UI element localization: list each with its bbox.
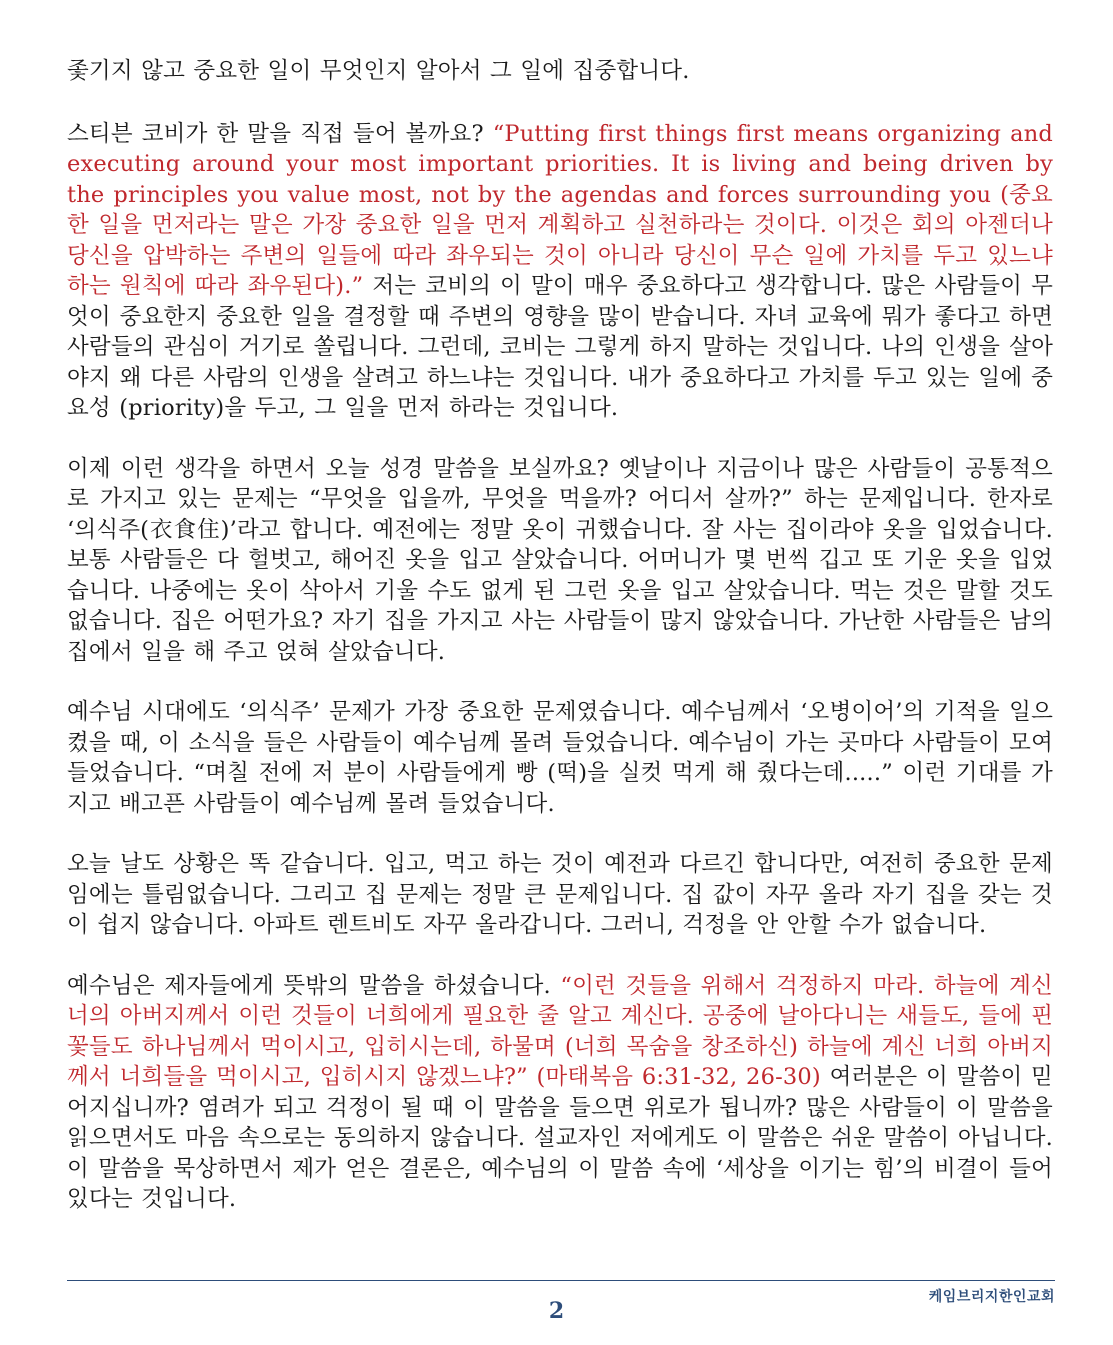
paragraph-6-text-intro: 예수님은 제자들에게 뜻밖의 말씀을 하셨습니다. bbox=[67, 972, 561, 999]
footer-divider bbox=[67, 1280, 1055, 1281]
paragraph-6 bbox=[67, 971, 1053, 1215]
footer-church-name: 케임브리지한인교회 bbox=[928, 1289, 1055, 1305]
paragraph-1 bbox=[67, 56, 1053, 87]
page-body bbox=[67, 56, 1053, 1245]
paragraph-6-text-rest: 여러분은 이 말씀이 믿어지십니까? 염려가 되고 걱정이 될 때 이 말씀을 들으면 위로가 됩니까? 많은 사람들이 이 말씀을 읽으면서도 마음 속으로는 동의하지 않습니다. 설교자인 저에게도 이 말씀은 쉬운 말씀이 아닙니다. 이 말씀을 묵상하면서 제가 얻은 결론은, 예수님의 이 말씀 속에 ‘세상을 이기는 힘’의 비결이 들어 있다는 것입니다. bbox=[67, 1064, 1053, 1212]
scripture-quote: “이런 것들을 위해서 걱정하지 마라. 하늘에 계신 너의 아버지께서 이런 것들이 너희에게 필요한 줄 알고 계신다. 공중에 날아다니는 새들도, 들에 핀 꽃들도 하나님께서 먹이시고, 입히시는데, 하물며 (너희 목숨을 창조하신) 하늘에 계신 너희 아버지께서 너희들을 먹이시고, 입히시지 않겠느냐?” (마태복음 6:31-32, 26-30) bbox=[67, 972, 1053, 1090]
paragraph-5 bbox=[67, 849, 1053, 941]
paragraph-5-text: 오늘 날도 상황은 똑 같습니다. 입고, 먹고 하는 것이 예전과 다르긴 합니다만, 여전히 중요한 문제임에는 틀림없습니다. 그리고 집 문제는 정말 큰 문제입니다. 집 값이 자꾸 올라 자기 집을 갖는 것이 쉽지 않습니다. 아파트 렌트비도 자꾸 올라갑니다. 그러니, 걱정을 안 안할 수가 없습니다. bbox=[67, 851, 1053, 938]
page-number: 2 bbox=[548, 1298, 565, 1324]
paragraph-3-text: 이제 이런 생각을 하면서 오늘 성경 말씀을 보실까요? 옛날이나 지금이나 많은 사람들이 공통적으로 가지고 있는 문제는 “무엇을 입을까, 무엇을 먹을까? 어디서 살까?” 하는 문제입니다. 한자로 ‘의식주(衣食住)’라고 합니다. 예전에는 정말 옷이 귀했습니다. 잘 사는 집이라야 옷을 입었습니다. 보통 사람들은 다 헐벗고, 해어진 옷을 입고 살았습니다. 어머니가 몇 번씩 깁고 또 기운 옷을 입었습니다. 나중에는 옷이 삭아서 기울 수도 없게 된 그런 옷을 입고 살았습니다. 먹는 것은 말할 것도 없습니다. 집은 어떤가요? 자기 집을 가지고 사는 사람들이 많지 않았습니다. 가난한 사람들은 남의 집에서 일을 해 주고 얹혀 살았습니다. bbox=[67, 455, 1053, 665]
covey-quote: “Putting first things first means organizing and executing around your most important priorities. It is living and being driven by the principles you value most, not by the agendas and forces surrounding you (중요한 일을 먼저라는 말은 가장 중요한 일을 먼저 계획하고 실천하라는 것이다. 이것은 회의 아젠더나 당신을 압박하는 주변의 일들에 따라 좌우되는 것이 아니라 당신이 무슨 일에 가치를 두고 있느냐 하는 원칙에 따라 좌우된다).” bbox=[67, 120, 1053, 299]
paragraph-4-text: 예수님 시대에도 ‘의식주’ 문제가 가장 중요한 문제였습니다. 예수님께서 ‘오병이어’의 기적을 일으켰을 때, 이 소식을 들은 사람들이 예수님께 몰려 들었습니다. 예수님이 가는 곳마다 사람들이 모여 들었습니다. “며칠 전에 저 분이 사람들에게 빵 (떡)을 실컷 먹게 해 줬다는데.....” 이런 기대를 가지고 배고픈 사람들이 예수님께 몰려 들었습니다. bbox=[67, 699, 1053, 817]
paragraph-1-text: 좇기지 않고 중요한 일이 무엇인지 알아서 그 일에 집중합니다. bbox=[67, 58, 690, 84]
paragraph-4 bbox=[67, 697, 1053, 819]
paragraph-2 bbox=[67, 119, 1053, 424]
paragraph-2-text-intro: 스티븐 코비가 한 말을 직접 들어 볼까요? bbox=[67, 120, 493, 147]
paragraph-2-text-rest: 저는 코비의 이 말이 매우 중요하다고 생각합니다. 많은 사람들이 무엇이 중요한지 중요한 일을 결정할 때 주변의 영향을 많이 받습니다. 자녀 교육에 뭐가 좋다고 하면 사람들의 관심이 거기로 쏠립니다. 그런데, 코비는 그렇게 하지 말하는 것입니다. 나의 인생을 살아야지 왜 다른 사람의 인생을 살려고 하느냐는 것입니다. 내가 중요하다고 가치를 두고 있는 일에 중요성 (priority)을 두고, 그 일을 먼저 하라는 것입니다. bbox=[67, 273, 1054, 421]
paragraph-3 bbox=[67, 454, 1053, 668]
